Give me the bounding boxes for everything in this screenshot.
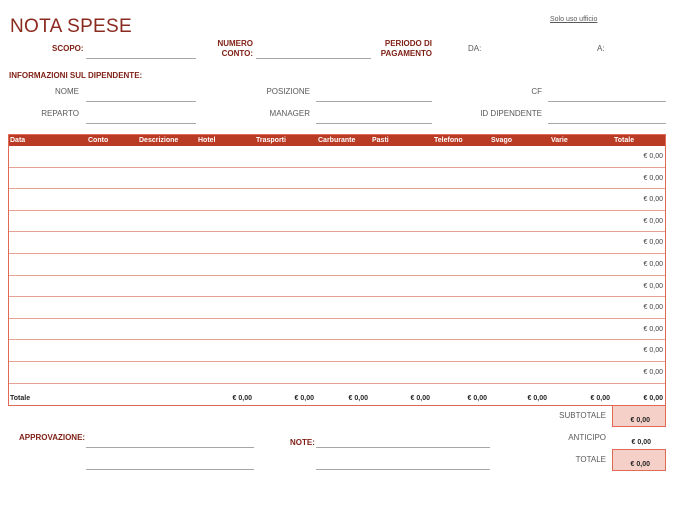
subtotale-label: SUBTOTALE (559, 411, 606, 420)
total-totale: € 0,00 (643, 394, 663, 402)
totale-value: € 0,00 (630, 461, 650, 468)
row-total-value: € 0,00 (643, 217, 663, 225)
col-telefono: Telefono (434, 137, 463, 144)
subtotale-box (612, 405, 666, 427)
col-pasti: Pasti (372, 137, 389, 144)
periodo-pagamento-label: PERIODO DI PAGAMENTO (380, 39, 432, 58)
note-field-2[interactable] (316, 469, 490, 470)
scopo-field[interactable] (86, 58, 196, 59)
numero-conto-field[interactable] (256, 58, 371, 59)
posizione-label: POSIZIONE (266, 87, 310, 96)
table-row[interactable] (9, 232, 665, 254)
col-carburante: Carburante (318, 137, 356, 144)
approvazione-label: APPROVAZIONE: (19, 433, 86, 442)
row-total-value: € 0,00 (643, 325, 663, 333)
row-total-value: € 0,00 (643, 347, 663, 355)
table-row[interactable] (9, 189, 665, 211)
manager-field[interactable] (316, 123, 432, 124)
col-trasporti: Trasporti (256, 137, 286, 144)
total-telefono: € 0,00 (467, 394, 487, 402)
table-total-row (9, 384, 665, 405)
table-row[interactable] (9, 297, 665, 319)
approvazione-field-2[interactable] (86, 469, 254, 470)
employee-section-title: INFORMAZIONI SUL DIPENDENTE: (9, 71, 143, 80)
table-row[interactable] (9, 319, 665, 341)
table-row[interactable] (9, 340, 665, 362)
total-hotel: € 0,00 (232, 394, 252, 402)
totale-label: TOTALE (575, 455, 606, 464)
row-total-value: € 0,00 (643, 368, 663, 376)
id-dipendente-label: ID DIPENDENTE (480, 109, 542, 118)
row-total-value: € 0,00 (643, 239, 663, 247)
cf-field[interactable] (548, 101, 666, 102)
table-header (9, 135, 665, 146)
a-label: A: (597, 44, 605, 53)
total-trasporti: € 0,00 (294, 394, 314, 402)
manager-label: MANAGER (269, 109, 310, 118)
total-pasti: € 0,00 (410, 394, 430, 402)
anticipo-value: € 0,00 (631, 439, 651, 446)
row-total-value: € 0,00 (643, 196, 663, 204)
table-row[interactable] (9, 146, 665, 168)
col-totale: Totale (614, 137, 635, 144)
col-hotel: Hotel (198, 137, 216, 144)
office-use-label: Solo uso ufficio (550, 16, 598, 23)
table-row[interactable] (9, 362, 665, 384)
table-row[interactable] (9, 168, 665, 190)
col-conto: Conto (88, 137, 109, 144)
total-row-label: Totale (10, 394, 31, 402)
id-dipendente-field[interactable] (548, 123, 666, 124)
row-total-value: € 0,00 (643, 304, 663, 312)
col-data: Data (10, 137, 26, 144)
row-total-value: € 0,00 (643, 260, 663, 268)
page-title: NOTA SPESE (10, 16, 132, 37)
total-carburante: € 0,00 (348, 394, 368, 402)
table-row[interactable] (9, 211, 665, 233)
col-varie: Varie (551, 137, 568, 144)
anticipo-label: ANTICIPO (568, 433, 606, 442)
nome-field[interactable] (86, 101, 196, 102)
expense-table (8, 134, 666, 406)
col-svago: Svago (491, 137, 513, 144)
note-label: NOTE: (290, 438, 315, 447)
anticipo-box[interactable] (612, 427, 666, 449)
da-label: DA: (468, 44, 482, 53)
reparto-field[interactable] (86, 123, 196, 124)
row-total-value: € 0,00 (643, 282, 663, 290)
table-row[interactable] (9, 254, 665, 276)
totale-box (612, 449, 666, 471)
row-total-value: € 0,00 (643, 153, 663, 160)
col-descrizione: Descrizione (139, 137, 179, 144)
total-varie: € 0,00 (590, 394, 610, 402)
scopo-label: SCOPO: (52, 44, 84, 53)
row-total-value: € 0,00 (643, 174, 663, 182)
cf-label: CF (531, 87, 542, 96)
total-svago: € 0,00 (527, 394, 547, 402)
subtotale-value: € 0,00 (630, 417, 650, 424)
approvazione-field-1[interactable] (86, 447, 254, 448)
numero-conto-label: NUMERO CONTO: (217, 39, 253, 58)
reparto-label: REPARTO (41, 109, 79, 118)
nome-label: NOME (55, 87, 79, 96)
note-field-1[interactable] (316, 447, 490, 448)
table-row[interactable] (9, 276, 665, 298)
posizione-field[interactable] (316, 101, 432, 102)
